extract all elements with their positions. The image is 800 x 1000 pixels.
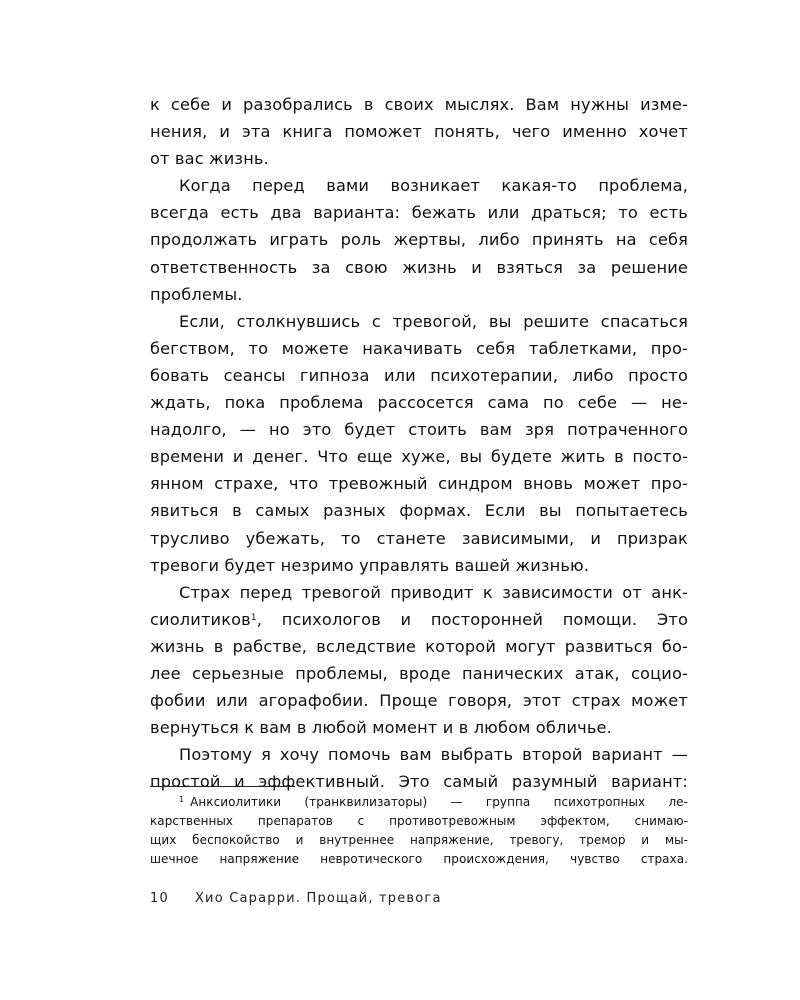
book-title: Хио Сарарри. Прощай, тревога [194,891,442,906]
text-line-content: проблемы. [150,284,243,304]
text-line [150,768,688,795]
text-line-content: простой и эффективный. Это самый разумный вариант: [150,772,688,792]
text-line [150,199,688,226]
footnote-line-content: щих беспокойство и внутреннее напряжение, тревогу, тремор и мы- [150,833,688,847]
text-line-content: явиться в самых разных формах. Если вы попытаетесь [150,501,688,521]
text-line [150,470,688,497]
footnote-line [150,812,688,831]
text-line [150,145,688,172]
text-line [150,118,688,145]
text-line-content: трусливо убежать, то станете зависимыми, и призрак [150,528,688,548]
text-line-content: янном страхе, что тревожный синдром вновь может про- [150,474,688,494]
text-line [150,389,688,416]
text-line [150,525,688,552]
text-line [150,281,688,308]
text-line [150,254,688,281]
text-line-content: Поэтому я хочу помочь вам выбрать второй вариант — [179,745,688,765]
footnote-number: 1 [179,795,185,804]
text-line [150,606,688,633]
running-footer [150,891,442,906]
text-line-content: бовать сеансы гипноза или психотерапии, либо просто [150,365,688,385]
text-line [150,633,688,660]
text-line-content: от вас жизнь. [150,149,269,169]
text-line-content: лее серьезные проблемы, вроде панических атак, социо- [150,663,688,683]
footnote-line [150,831,688,850]
footnote-line-content: карственных препаратов с противотревожным эффектом, снимаю- [150,814,688,828]
text-line-continuation: , психологов и посторонней помощи. Это [256,609,688,629]
text-line-content: жизнь в рабстве, вследствие которой могут развиться бо- [150,636,688,656]
footnote-line-content: Анксиолитики (транквилизаторы) — группа психотропных ле- [190,795,688,809]
text-line [150,660,688,687]
text-line-content: тревоги будет незримо управлять вашей жизнью. [150,555,590,575]
footnote-divider [150,786,295,787]
text-line [150,226,688,253]
text-line-content: фобии или агорафобии. Проще говоря, этот страх может [150,691,688,711]
text-line-content: к себе и разобрались в своих мыслях. Вам нужны изме- [150,95,688,114]
text-line [150,335,688,362]
text-line [150,362,688,389]
text-line-content: ответственность за свою жизнь и взяться за решение [150,257,688,277]
text-line-content: надолго, — но это будет стоить вам зря потраченного [150,420,688,440]
page-number: 10 [150,891,169,906]
text-line [150,579,688,606]
footnote-reference[interactable]: 1 [250,612,257,623]
text-line-content: продолжать играть роль жертвы, либо принять на себя [150,230,688,250]
text-line-content: Когда перед вами возникает какая-то проблема, [179,176,688,196]
main-text [150,91,688,795]
footnote-line [150,850,688,869]
footnote-line [150,793,688,812]
text-line [150,741,688,768]
text-line [150,91,688,118]
text-line [150,443,688,470]
text-line-content: бегством, то можете накачивать себя таблетками, про- [150,338,688,358]
text-line-content: Страх перед тревогой приводит к зависимости от анк- [179,582,688,602]
text-line [150,687,688,714]
text-line-content: всегда есть два варианта: бежать или драться; то есть [150,203,688,223]
footnote-line-content: шечное напряжение невротического происхождения, чувство страха. [150,852,688,866]
text-line [150,497,688,524]
text-line-content: вернуться к вам в любой момент и в любом обличье. [150,718,612,738]
footnote [150,793,688,869]
text-line-content: сиолитиков [150,609,251,629]
text-line-content: Если, столкнувшись с тревогой, вы решите спасаться [179,311,688,331]
text-line [150,416,688,443]
text-line [150,308,688,335]
text-line [150,714,688,741]
text-line [150,552,688,579]
text-line [150,172,688,199]
text-line-content: ждать, пока проблема рассосется сама по себе — не- [150,393,688,413]
text-line-content: нения, и эта книга поможет понять, чего именно хочет [150,122,688,142]
text-line-content: времени и денег. Что еще хуже, вы будете жить в посто- [150,447,688,467]
